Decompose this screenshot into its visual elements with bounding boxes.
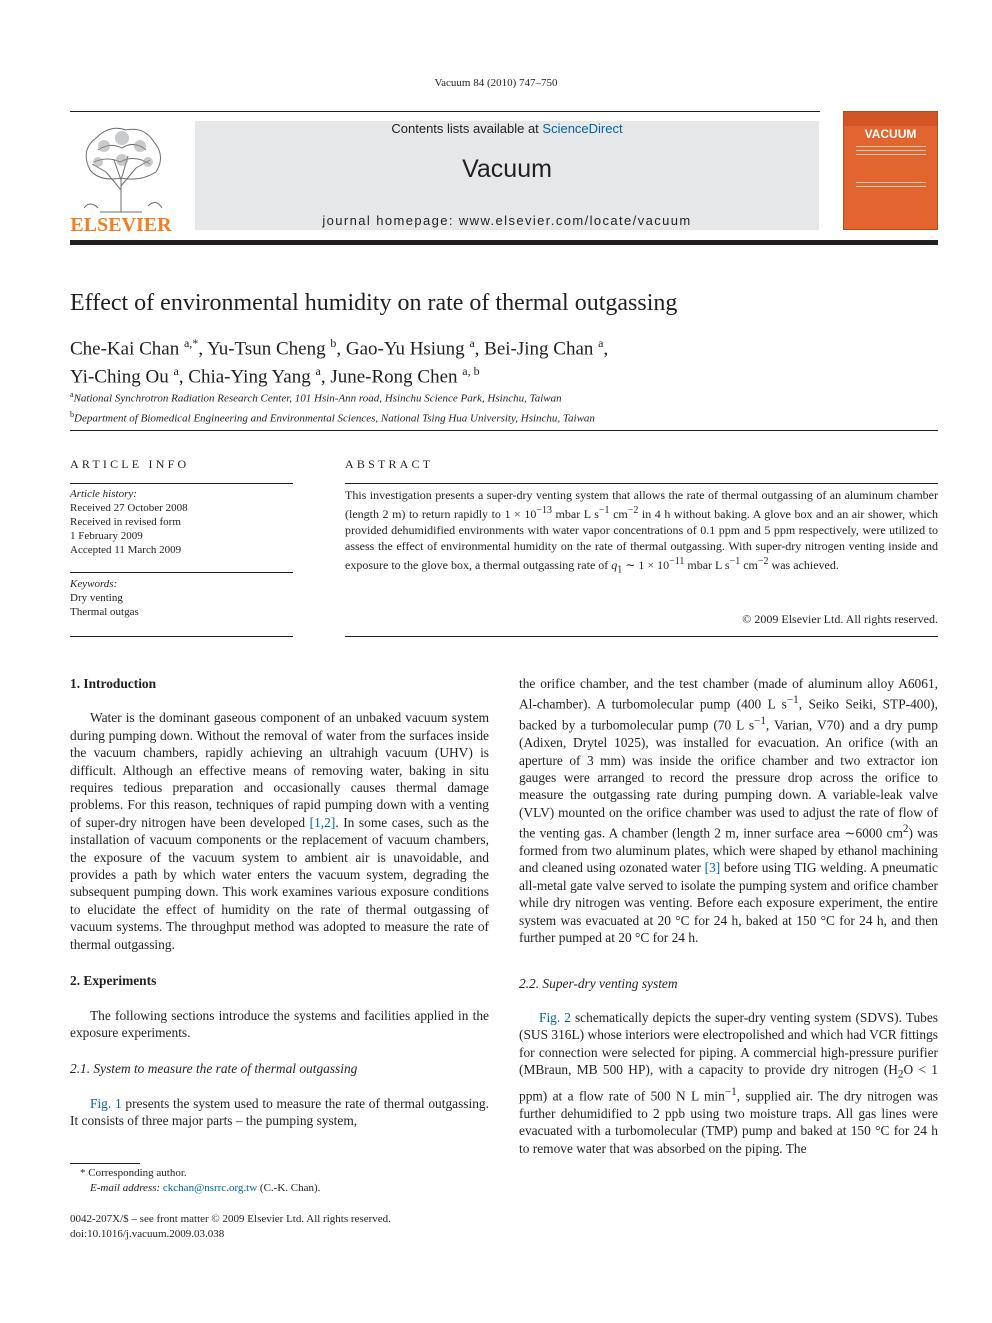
author-separator: ,	[603, 338, 609, 360]
author-separator: ,	[198, 338, 208, 360]
author-line-2	[70, 360, 608, 388]
author-separator: ,	[336, 338, 346, 360]
article-info-rule	[70, 483, 293, 484]
article-title: Effect of environmental humidity on rate of thermal outgassing	[70, 290, 678, 316]
affiliation-text: Department of Biomedical Engineering and Environmental Sciences, National Tsing Hua University, Hsinchu, Taiwan	[74, 412, 595, 425]
keywords-label: Keywords:	[70, 578, 118, 590]
sciencedirect-link[interactable]: ScienceDirect	[542, 121, 623, 136]
publisher-wordmark: ELSEVIER	[70, 214, 172, 236]
page-footer	[70, 1212, 391, 1242]
affiliation-b	[70, 407, 595, 427]
author-affil-mark[interactable]: a	[315, 364, 321, 379]
history-item: Received in revised form	[70, 516, 181, 528]
keywords-rule	[70, 572, 293, 573]
history-item: Received 27 October 2008	[70, 502, 188, 514]
reference-link[interactable]: [3]	[704, 860, 721, 876]
copyright-notice: © 2009 Elsevier Ltd. All rights reserved.	[742, 612, 938, 626]
email-link[interactable]: ckchan@nsrrc.org.tw	[162, 1182, 258, 1194]
history-item: Accepted 11 March 2009	[70, 544, 182, 556]
author-name: June-Rong Chen	[330, 366, 458, 388]
affiliations	[70, 387, 595, 426]
affiliation-mark: a	[70, 390, 74, 399]
abstract-text: This investigation presents a super-dry venting system that allows the rate of thermal outgassing of an aluminum chamber (length 2 m) to return rapidly to $1 \times 10^{-13}$ mbar L $s^{-1}$ $cm^{-2}$ in 4 h without baking. A glove box and an air shower, which provided dehumidified environments with water vapor concentrations of 0.1 ppm and 5 ppm respectively, were utilized to assess the effect of environmental humidity on the rate of thermal outgassing. With super-dry nitrogen venting inside and exposure to the glove box, a thermal outgassing rate of $q_1$ ∼ $1 \times 10^{-11}$ mbar L $s^{-1}$ $cm^{-2}$ was achieved.	[345, 488, 939, 576]
article-info-bottom-rule	[70, 636, 293, 637]
cover-title: VACUUM	[864, 127, 917, 141]
cover-line	[856, 154, 926, 155]
journal-name: Vacuum	[462, 155, 552, 183]
author-name: Yu-Tsun Cheng	[207, 338, 326, 360]
reference-link[interactable]: [1,2]	[309, 814, 336, 830]
subsection-2-1-paragraph: Fig. 1 presents the system used to measure the rate of thermal outgassing. It consists of three major parts – the pumping system,	[70, 1095, 489, 1129]
cover-line	[856, 186, 926, 187]
journal-homepage[interactable]: journal homepage: www.elsevier.com/locate/vacuum	[322, 213, 692, 228]
header-rule	[70, 111, 820, 112]
author-affil-mark[interactable]: a	[469, 336, 475, 350]
subsection-2-2-paragraph: Fig. 2 schematically depicts the super-dry venting system (SDVS). Tubes (SUS 316L) whose interiors were electropolished and which had VCR fittings for connection were selected for piping. A commercial high-pressure purifier (MBraun, MB 500 HP), with a capacity to provide dry nitrogen ($H_2O < 1$ ppm) at a flow rate of 500 N L $\min^{-1}$, supplied air. The dry nitrogen was further dehumidified to 2 ppb using two moisture traps. All gas lines were evacuated with a turbomolecular (TMP) pump and baked at 150 °C for 24 h to remove water that was absorbed on the piping. The	[519, 1009, 938, 1156]
section-rule	[70, 430, 938, 431]
section-heading-introduction: 1. Introduction	[70, 676, 157, 691]
author-affil-mark[interactable]: b	[330, 336, 337, 350]
affiliation-mark: b	[70, 409, 74, 419]
author-separator: ,	[320, 366, 331, 388]
article-info-heading: ARTICLE INFO	[70, 457, 190, 471]
section-heading-experiments: 2. Experiments	[70, 973, 157, 989]
abstract-heading: ABSTRACT	[345, 457, 434, 471]
author-list	[70, 332, 608, 389]
body-left-column	[70, 675, 489, 1130]
author-name: Chia-Ying Yang	[188, 366, 311, 388]
author-affil-mark[interactable]: a,*	[183, 336, 199, 350]
author-separator: ,	[178, 366, 189, 388]
right-paragraph-1: the orifice chamber, and the test chamber (made of aluminum alloy A6061, Al-chamber). A turbomolecular pump (400 L $s^{-1}$, Seiko Seiki, STP-400), backed by a turbomolecular pump (70 L $s^{-1}$, Varian, V70) and a dry pump (Adixen, Drytel 1025), was installed for evacuation. An orifice (with an aperture of 3 mm) was inside the orifice chamber and two extractor ion gauges were arranged to record the pressure drop across the orifice to measure the outgassing rate during pumping down. A variable-leak valve (VLV) mounted on the orifice chamber was used to adjust the rate of flow of the venting gas. A chamber (length 2 m, inner surface area ∼6000 $cm^2$) was formed from two aluminum plates, which were shaped by ethanol machining and cleaned using ozonated water [3] before using TIG welding. A pneumatic all-metal gate valve served to isolate the pumping system and orifice chamber while dry nitrogen was venting. Before each exposure experiment, the entire system was evacuated at 20 °C for 24 h, baked at 150 °C for 24 h, and then further pumped at 20 °C for 24 h.	[519, 676, 938, 946]
cover-top-band	[844, 112, 937, 126]
affiliation-a	[70, 387, 595, 407]
author-name: Bei-Jing Chan	[484, 338, 594, 360]
history-label: Article history:	[70, 488, 137, 500]
author-name: Che-Kai Chan	[70, 338, 180, 360]
cover-line	[856, 182, 926, 183]
figure-link[interactable]: Fig. 1	[90, 1095, 122, 1111]
cover-line	[856, 150, 926, 151]
history-item: 1 February 2009	[70, 530, 143, 542]
subsection-heading-2-1: 2.1. System to measure the rate of thermal outgassing	[70, 1061, 358, 1077]
body-right-column	[519, 675, 938, 1157]
header-thick-rule	[70, 240, 938, 245]
keyword-item: Dry venting	[70, 592, 123, 604]
author-affil-mark[interactable]: a	[598, 336, 604, 350]
affiliation-text: National Synchrotron Radiation Research Center, 101 Hsin-Ann road, Hsinchu Science Park, Hsinchu, Taiwan	[73, 392, 562, 405]
abstract-bottom-rule	[345, 636, 938, 637]
issn-line: 0042-207X/$ – see front matter © 2009 Elsevier Ltd. All rights reserved.	[70, 1213, 391, 1225]
cover-line	[856, 146, 926, 147]
article-history	[70, 487, 188, 557]
intro-paragraph: Water is the dominant gaseous component of an unbaked vacuum system during pumping down. Without the removal of water from the surfaces inside the vacuum chambers, rapidly achieving an ultrahigh vacuum (UHV) is difficult. Although an effective means of removing water, baking in situ requires tedious preparation and occasionally causes thermal damage problems. For this reason, techniques of rapid pumping down with a venting of super-dry nitrogen have been developed [1,2]. In some cases, such as the installation of vacuum components or the replacement of vacuum chambers, the exposure of the vacuum system to ambient air is unavoidable, and provides a path by which water enters the vacuum system, degrading the subsequent pumping down. This work examines various exposure conditions to elucidate the effect of humidity on the rate of thermal outgassing of vacuum systems. The throughput method was adopted to measure the rate of thermal outgassing.	[70, 710, 489, 952]
subsection-heading-2-2: 2.2. Super-dry venting system	[519, 975, 678, 991]
contents-prefix: Contents lists available at	[391, 121, 543, 136]
keyword-item: Thermal outgas	[70, 606, 139, 618]
author-affil-mark[interactable]: a	[173, 364, 179, 379]
author-affil-mark[interactable]: a, b	[462, 364, 480, 379]
author-line-1	[70, 332, 608, 360]
abstract-rule	[345, 483, 938, 484]
author-name: Yi-Ching Ou	[70, 366, 169, 388]
footnote-rule	[70, 1163, 140, 1164]
experiments-paragraph: The following sections introduce the systems and facilities applied in the exposure experiments.	[70, 1007, 489, 1040]
author-separator: ,	[474, 338, 485, 360]
author-name: Gao-Yu Hsiung	[345, 338, 465, 360]
footnote-line-1: * Corresponding author.	[80, 1167, 187, 1179]
footnote-line-2: E-mail address: ckchan@nsrrc.org.tw (C.-K. Chan).	[90, 1182, 321, 1194]
contents-line	[195, 121, 819, 136]
journal-cover-thumbnail	[843, 111, 938, 230]
corresponding-author-footnote	[70, 1166, 320, 1196]
keywords-block	[70, 577, 139, 619]
figure-link[interactable]: Fig. 2	[539, 1009, 571, 1025]
journal-citation: Vacuum 84 (2010) 747–750	[434, 77, 558, 89]
doi-line[interactable]: doi:10.1016/j.vacuum.2009.03.038	[70, 1228, 225, 1240]
